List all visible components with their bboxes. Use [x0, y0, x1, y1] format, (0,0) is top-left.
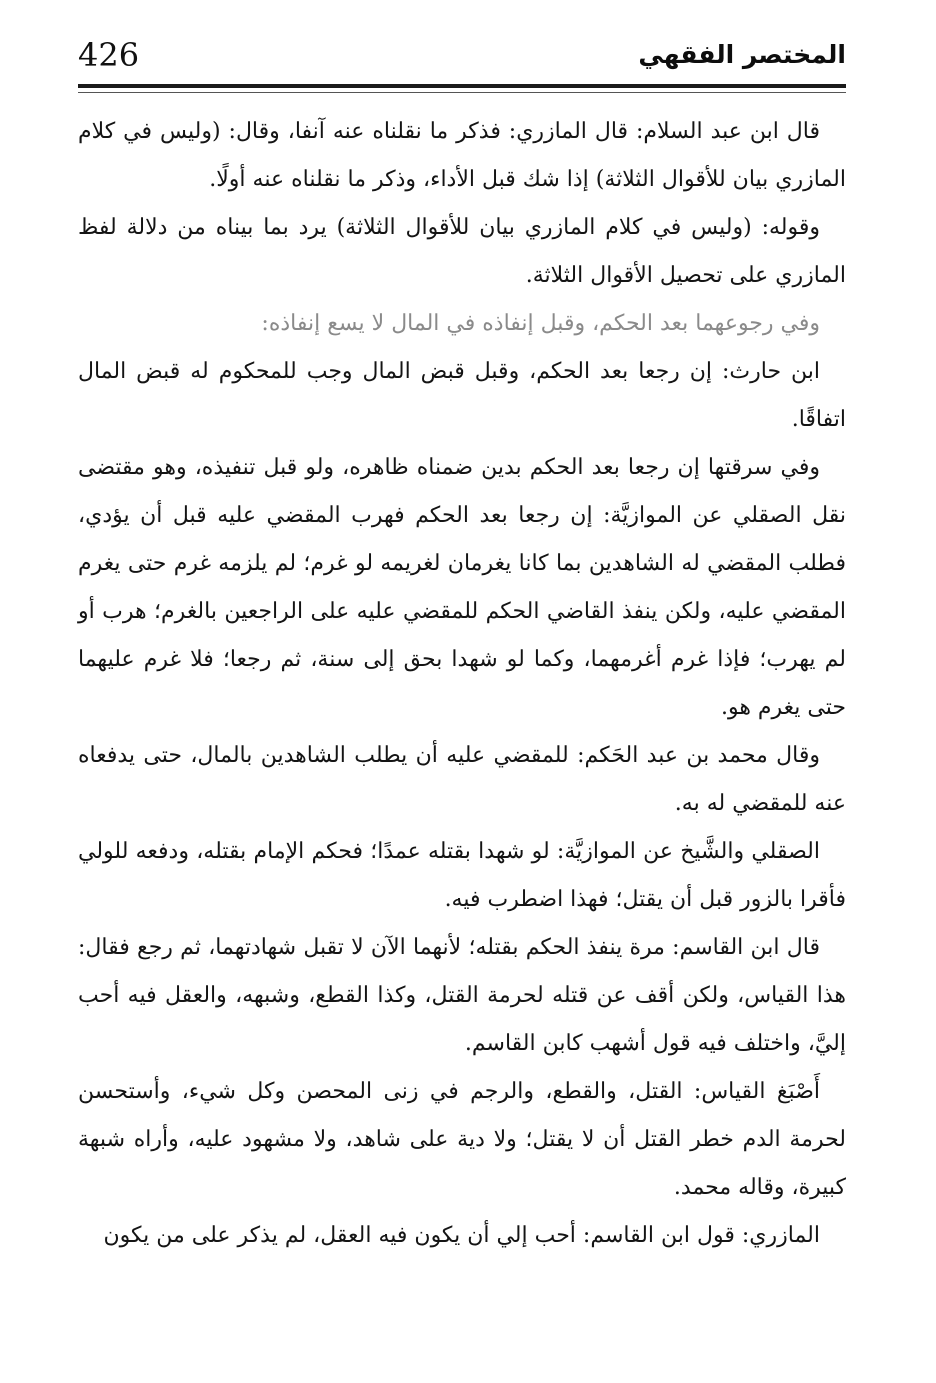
- body-text: [78, 108, 846, 1260]
- paragraph-10: المازري: قول ابن القاسم: أحب إلي أن يكون فيه العقل، لم يذكر على من يكون: [103, 1223, 820, 1248]
- paragraph-9: أَصْبَغ القياس: القتل، والقطع، والرجم في زنى المحصن وكل شيء، وأستحسن لحرمة الدم خطر القتل أن لا يقتل؛ ولا دية على شاهد، ولا مشهود عليه، وأراه شبهة كبيرة، وقاله محمد.: [78, 1079, 846, 1200]
- header-rule-thin: [78, 92, 846, 93]
- paragraph-8: قال ابن القاسم: مرة ينفذ الحكم بقتله؛ لأنهما الآن لا تقبل شهادتهما، ثم رجع فقال: هذا القياس، ولكن أقف عن قتله لحرمة القتل، وكذا القطع، وشبهه، والعقل فيه أحب إليَّ، واختلف فيه قول أشهب كابن القاسم.: [78, 935, 846, 1056]
- page-header: [78, 30, 846, 82]
- paragraph-5: وفي سرقتها إن رجعا بعد الحكم بدين ضمناه ظاهره، ولو قبل تنفيذه، وهو مقتضى نقل الصقلي عن الموازيَّة: إن رجعا بعد الحكم فهرب المقضي عليه قبل أن يؤدي، فطلب المقضي له الشاهدين بما كانا يغرمان لغريمه لو غرم؛ لم يلزمه غرم حتى يغرم المقضي عليه، ولكن ينفذ القاضي الحكم للمقضي عليه على الراجعين بالغرم؛ هرب أو لم يهرب؛ فإذا غرم أغرمهما، وكما لو شهدا بحق إلى سنة، ثم رجعا؛ فلا غرم عليهما حتى يغرم هو.: [78, 455, 846, 720]
- paragraph-4: ابن حارث: إن رجعا بعد الحكم، وقبل قبض المال وجب للمحكوم له قبض المال اتفاقًا.: [78, 359, 846, 432]
- header-rule-thick: [78, 84, 846, 88]
- paragraph-3-faded-heading: وفي رجوعهما بعد الحكم، وقبل إنفاذه في المال لا يسع إنفاذه:: [261, 311, 820, 336]
- paragraph-7: الصقلي والشَّيخ عن الموازيَّة: لو شهدا بقتله عمدًا؛ فحكم الإمام بقتله، ودفعه للولي فأقرا بالزور قبل أن يقتل؛ فهذا اضطرب فيه.: [78, 839, 846, 912]
- paragraph-6: وقال محمد بن عبد الحَكم: للمقضي عليه أن يطلب الشاهدين بالمال، حتى يدفعاه عنه للمقضي له به.: [78, 743, 846, 816]
- paragraph-2: وقوله: (وليس في كلام المازري بيان للأقوال الثلاثة) يرد بما بيناه من دلالة لفظ المازري على تحصيل الأقوال الثلاثة.: [78, 215, 846, 288]
- paragraph-1: قال ابن عبد السلام: قال المازري: فذكر ما نقلناه عنه آنفا، وقال: (وليس في كلام المازري بيان للأقوال الثلاثة) إذا شك قبل الأداء، وذكر ما نقلناه عنه أولًا.: [78, 119, 846, 192]
- page-number: 426: [78, 36, 140, 74]
- running-title: المختصر الفقهي: [638, 40, 846, 69]
